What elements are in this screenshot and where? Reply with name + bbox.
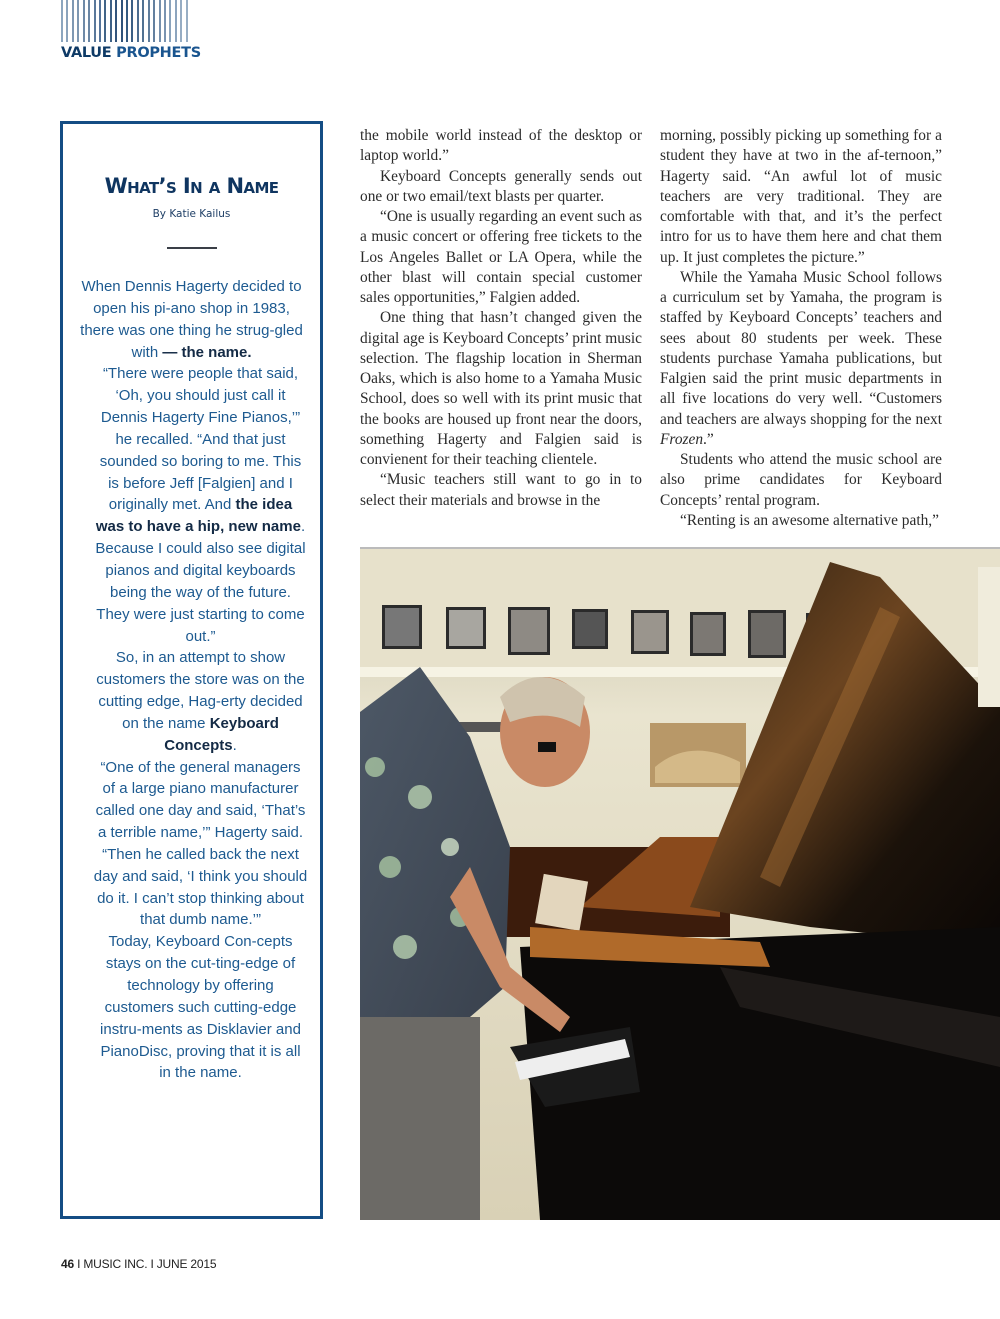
section-label — [61, 45, 201, 61]
stripe — [66, 0, 68, 42]
sidebar-box — [60, 121, 323, 1219]
sidebar-text: . Because I could also see digital pianos and digital keyboards being the way of the future. They were just starting to come out.” — [95, 518, 306, 645]
page-number: 46 — [61, 1257, 74, 1271]
sidebar-paragraph — [75, 757, 308, 932]
stripe — [110, 0, 112, 42]
stripe — [175, 0, 177, 42]
article-paragraph — [660, 268, 942, 450]
article-paragraph — [660, 511, 942, 531]
stripe — [180, 0, 182, 42]
sidebar-text: . — [232, 736, 237, 754]
stripe — [126, 0, 128, 42]
stripe — [115, 0, 117, 42]
stripe — [131, 0, 133, 42]
article-paragraph — [360, 308, 642, 470]
stripe — [153, 0, 155, 42]
stripe — [83, 0, 85, 42]
paragraph-text: While the Yamaha Music School follows a curriculum set by Yamaha, the program is staffed by Keyboard Concepts’ teachers and sees about 80 students per week. These students purchase Yamaha publications, but Falgien said the print music departments in all five locations do very well. “Customers and teachers are always shopping for the next — [660, 268, 942, 428]
sidebar-divider — [167, 247, 217, 249]
stripe — [72, 0, 74, 42]
article-photo — [360, 547, 1000, 1220]
stripe — [121, 0, 123, 42]
sidebar-title: What’s In a Name — [104, 174, 279, 198]
article-paragraph — [660, 450, 942, 511]
paragraph-text: .” — [703, 430, 714, 448]
stripe — [77, 0, 79, 42]
stripe — [142, 0, 144, 42]
article-paragraph — [360, 126, 642, 167]
stripe — [186, 0, 188, 42]
italic-title: Frozen — [660, 430, 704, 448]
stripe — [137, 0, 139, 42]
sidebar-text: When Dennis Hagerty decided to open his pi-ano shop in 1983, there was one thing he strug-gled with — [80, 278, 303, 361]
sidebar-paragraph — [75, 276, 308, 363]
paragraph-text: Students who attend the music school are also prime candidates for Keyboard Concepts’ rental program. — [660, 451, 942, 509]
sidebar-text: “There were people that said, ‘Oh, you should just call it Dennis Hagerty Fine Pianos,’” he recalled. “And that just sounded so boring to me. This is before Jeff [Falgien] and I originally met. And — [99, 365, 302, 514]
sidebar-text: “One of the general managers of a large piano manufacturer called one day and said, ‘That’s a terrible name,’” Hagerty said. “Then he called back the next day and said, ‘I think you should do it. I can’t stop thinking about that dumb name.’” — [93, 758, 308, 929]
paragraph-text: the mobile world instead of the desktop or laptop world.” — [360, 127, 642, 165]
stripe — [169, 0, 171, 42]
piano-photo-illustration — [360, 547, 1000, 1220]
header-stripes — [61, 0, 188, 42]
paragraph-text: “Renting is an awesome alternative path,” — [680, 511, 939, 529]
stripe — [88, 0, 90, 42]
paragraph-text: morning, possibly picking up something for a student they have at two in the af-ternoon,” Hagerty said. “An awful lot of music teachers are very traditional. They are comfortable with that, and it’s the perfect intro for us to have them here and chat them up. It just completes the picture.” — [660, 127, 942, 266]
article-paragraph — [360, 470, 642, 511]
sidebar-paragraph — [75, 363, 308, 647]
sidebar-emphasis: the idea was to have a hip, new name — [95, 496, 301, 536]
sidebar-text: So, in an attempt to show customers the store was on the cutting edge, Hag-erty decided on the name — [96, 649, 305, 732]
article-paragraph — [660, 126, 942, 268]
article-paragraph — [360, 207, 642, 308]
sidebar-byline: By Katie Kailus — [152, 208, 231, 220]
article-paragraph — [360, 167, 642, 208]
stripe — [164, 0, 166, 42]
sidebar-paragraph — [75, 647, 308, 756]
sidebar-body — [75, 276, 308, 1084]
paragraph-text: Keyboard Concepts generally sends out one or two email/text blasts per quarter. — [360, 167, 642, 205]
article-column-1 — [360, 126, 642, 511]
paragraph-text: “One is usually regarding an event such as a music concert or offering free tickets to the Los Angeles Ballet or LA Opera, while the other blast will contain special customer sales opportunities,” Falgien added. — [360, 208, 642, 306]
stripe — [99, 0, 101, 42]
sidebar-emphasis: — the name. — [162, 343, 252, 361]
sidebar-paragraph — [75, 931, 308, 1084]
stripe — [94, 0, 96, 42]
paragraph-text: One thing that hasn’t changed given the digital age is Keyboard Concepts’ print music selection. The flagship location in Sherman Oaks, which is also home to a Yamaha Music School, does so well with its print music that the books are housed up front near the doors, something Hagerty and Falgien said is convienent for their teaching clientele. — [360, 309, 642, 468]
paragraph-text: “Music teachers still want to go in to select their materials and browse in the — [360, 471, 642, 509]
stripe — [148, 0, 150, 42]
photo-border-top — [360, 547, 1000, 549]
stripe — [104, 0, 106, 42]
stripe — [61, 0, 63, 42]
page-footer — [61, 1257, 216, 1271]
section-label-word1: VALUE — [61, 45, 112, 61]
publication-info: I MUSIC INC. I JUNE 2015 — [73, 1257, 217, 1271]
article-column-2 — [660, 126, 942, 531]
sidebar-text: Today, Keyboard Con-cepts stays on the cut-ting-edge of technology by offering customers such cutting-edge instru-ments as Disklavier and PianoDisc, proving that it is all in the name. — [100, 933, 301, 1082]
sidebar-emphasis: Keyboard Concepts — [164, 714, 279, 754]
section-label-word2: PROPHETS — [116, 45, 201, 61]
stripe — [159, 0, 161, 42]
